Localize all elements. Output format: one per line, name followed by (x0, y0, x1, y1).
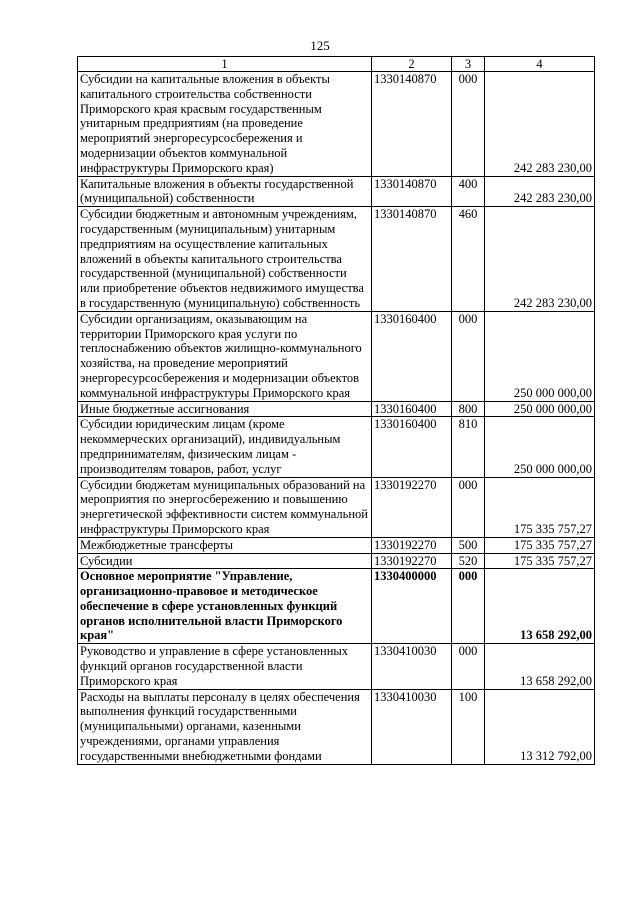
row-name: Расходы на выплаты персоналу в целях обеспечения выполнения функций государственными (муниципальными) органами, казенными учреждениями, органами управления государственными внебюджетными фондами (78, 689, 372, 764)
table-row (78, 401, 595, 417)
row-name: Капитальные вложения в объекты государственной (муниципальной) собственности (78, 176, 372, 207)
row-amount: 242 283 230,00 (485, 207, 595, 312)
row-name: Межбюджетные трансферты (78, 537, 372, 553)
table-row (78, 72, 595, 177)
page-number: 125 (310, 38, 330, 53)
row-type: 460 (452, 207, 485, 312)
row-amount: 250 000 000,00 (485, 417, 595, 477)
row-amount: 250 000 000,00 (485, 311, 595, 401)
budget-table (77, 56, 595, 765)
table-row (78, 689, 595, 764)
row-code: 1330192270 (372, 537, 452, 553)
table-header-row (78, 57, 595, 72)
row-type: 520 (452, 553, 485, 569)
row-type: 810 (452, 417, 485, 477)
row-amount: 250 000 000,00 (485, 401, 595, 417)
row-name: Руководство и управление в сфере установленных функций органов государственной власти Приморского края (78, 644, 372, 689)
table-row (78, 311, 595, 401)
row-code: 1330192270 (372, 553, 452, 569)
row-code: 1330400000 (372, 569, 452, 644)
row-code: 1330410030 (372, 644, 452, 689)
row-amount: 175 335 757,27 (485, 553, 595, 569)
row-type: 000 (452, 311, 485, 401)
row-amount: 242 283 230,00 (485, 72, 595, 177)
row-type: 000 (452, 644, 485, 689)
row-type: 500 (452, 537, 485, 553)
row-type: 100 (452, 689, 485, 764)
row-name: Субсидии бюджетным и автономным учреждениям, государственным (муниципальным) унитарным предприятиям на осуществление капитальных вложений в объекты капитального строительства государственной (муниципальной) собственности или приобретение объектов недвижимого имущества в государственную (муниципальную) собственность (78, 207, 372, 312)
row-name: Субсидии юридическим лицам (кроме некоммерческих организаций), индивидуальным предпринимателям, физическим лицам - производителям товаров, работ, услуг (78, 417, 372, 477)
row-amount: 13 312 792,00 (485, 689, 595, 764)
table-row (78, 537, 595, 553)
row-type: 400 (452, 176, 485, 207)
row-amount: 242 283 230,00 (485, 176, 595, 207)
row-code: 1330410030 (372, 689, 452, 764)
row-code: 1330140870 (372, 176, 452, 207)
table-row (78, 176, 595, 207)
table-row (78, 644, 595, 689)
row-name: Субсидии (78, 553, 372, 569)
table-row-main-activity (78, 569, 595, 644)
table-row (78, 553, 595, 569)
row-name: Субсидии организациям, оказывающим на территории Приморского края услуги по теплоснабжению объектов жилищно-коммунального хозяйства, на проведение мероприятий энергоресурсосбережения и модернизации объектов коммунальной инфраструктуры Приморского края (78, 311, 372, 401)
row-code: 1330140870 (372, 72, 452, 177)
row-type: 000 (452, 569, 485, 644)
row-code: 1330140870 (372, 207, 452, 312)
column-header-type: 3 (452, 57, 485, 72)
table-row (78, 207, 595, 312)
column-header-code: 2 (372, 57, 452, 72)
row-name: Иные бюджетные ассигнования (78, 401, 372, 417)
row-amount: 175 335 757,27 (485, 537, 595, 553)
row-code: 1330160400 (372, 311, 452, 401)
row-name: Основное мероприятие "Управление, организационно-правовое и методическое обеспечение в сфере установленных функций органов исполнительной власти Приморского края" (78, 569, 372, 644)
table-row (78, 477, 595, 537)
column-header-amount: 4 (485, 57, 595, 72)
row-code: 1330160400 (372, 417, 452, 477)
row-type: 000 (452, 477, 485, 537)
row-amount: 13 658 292,00 (485, 644, 595, 689)
row-amount: 175 335 757,27 (485, 477, 595, 537)
row-name: Субсидии бюджетам муниципальных образований на мероприятия по энергосбережению и повышению энергетической эффективности систем коммунальной инфраструктуры Приморского края (78, 477, 372, 537)
row-type: 800 (452, 401, 485, 417)
row-type: 000 (452, 72, 485, 177)
row-code: 1330160400 (372, 401, 452, 417)
row-code: 1330192270 (372, 477, 452, 537)
row-amount: 13 658 292,00 (485, 569, 595, 644)
column-header-name: 1 (78, 57, 372, 72)
table-row (78, 417, 595, 477)
row-name: Субсидии на капитальные вложения в объекты капитального строительства собственности Приморского края красвым государственным унитарным предприятиям (на проведение мероприятий энергоресурсосбережения и модернизации объектов коммунальной инфраструктуры Приморского края) (78, 72, 372, 177)
